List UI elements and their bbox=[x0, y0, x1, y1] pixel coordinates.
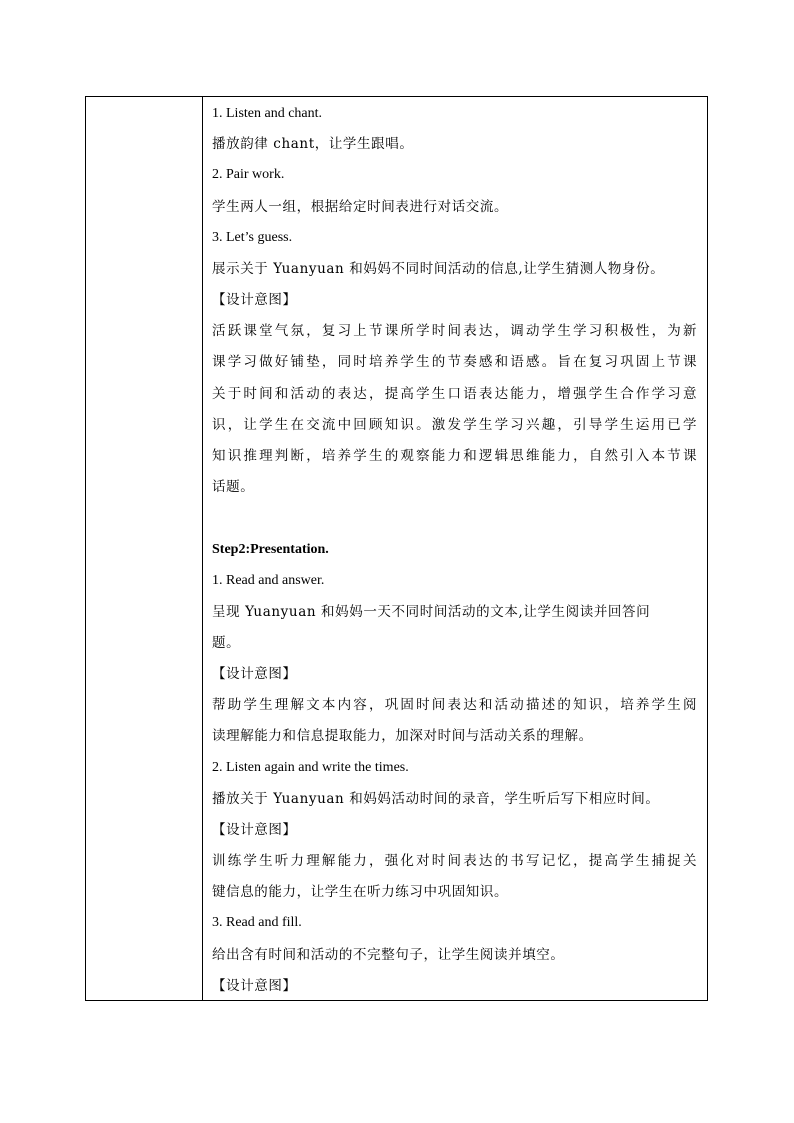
design-intent-text: 帮助学生理解文本内容，巩固时间表达和活动描述的知识，培养学生阅 bbox=[212, 697, 699, 713]
activity-listen-write: 2. Listen again and write the times. bbox=[212, 760, 409, 775]
activity-description: 给出含有时间和活动的不完整句子，让学生阅读并填空。 bbox=[212, 947, 565, 963]
activity-lets-guess: 3. Let’s guess. bbox=[212, 230, 293, 245]
design-intent-heading: 【设计意图】 bbox=[212, 292, 297, 308]
design-intent-text: 知识推理判断，培养学生的观察能力和逻辑思维能力，自然引入本节课 bbox=[212, 448, 699, 464]
activity-description: 题。 bbox=[212, 635, 241, 651]
step2-heading: Step2:Presentation. bbox=[212, 542, 329, 557]
activity-read-fill: 3. Read and fill. bbox=[212, 915, 302, 930]
design-intent-heading: 【设计意图】 bbox=[212, 666, 297, 682]
design-intent-text: 关于时间和活动的表达，提高学生口语表达能力，增强学生合作学习意 bbox=[212, 386, 699, 402]
design-intent-text: 键信息的能力，让学生在听力练习中巩固知识。 bbox=[212, 884, 509, 900]
design-intent-text: 话题。 bbox=[212, 479, 255, 495]
design-intent-heading: 【设计意图】 bbox=[212, 978, 297, 994]
activity-read-answer: 1. Read and answer. bbox=[212, 573, 325, 588]
design-intent-text: 训练学生听力理解能力，强化对时间表达的书写记忆，提高学生捕捉关 bbox=[212, 853, 699, 869]
content-cell bbox=[203, 97, 707, 1000]
design-intent-text: 读理解能力和信息提取能力，加深对时间与活动关系的理解。 bbox=[212, 728, 593, 744]
design-intent-text: 课学习做好铺垫，同时培养学生的节奏感和语感。旨在复习巩固上节课 bbox=[212, 354, 699, 370]
activity-description: 播放关于 Yuanyuan 和妈妈活动时间的录音，学生听后写下相应时间。 bbox=[212, 791, 660, 807]
design-intent-text: 识，让学生在交流中回顾知识。激发学生学习兴趣，引导学生运用已学 bbox=[212, 417, 699, 433]
design-intent-heading: 【设计意图】 bbox=[212, 822, 297, 838]
activity-description: 播放韵律 chant，让学生跟唱。 bbox=[212, 136, 414, 152]
left-column-cell bbox=[86, 97, 203, 1000]
design-intent-text: 活跃课堂气氛，复习上节课所学时间表达，调动学生学习积极性，为新 bbox=[212, 323, 699, 339]
activity-description: 学生两人一组，根据给定时间表进行对话交流。 bbox=[212, 199, 509, 215]
activity-listen-chant: 1. Listen and chant. bbox=[212, 106, 323, 121]
activity-pair-work: 2. Pair work. bbox=[212, 167, 285, 182]
activity-description: 展示关于 Yuanyuan 和妈妈不同时间活动的信息,让学生猜测人物身份。 bbox=[212, 261, 665, 277]
lesson-plan-table bbox=[85, 96, 708, 1001]
activity-description: 呈现 Yuanyuan 和妈妈一天不同时间活动的文本,让学生阅读并回答问 bbox=[212, 604, 651, 620]
